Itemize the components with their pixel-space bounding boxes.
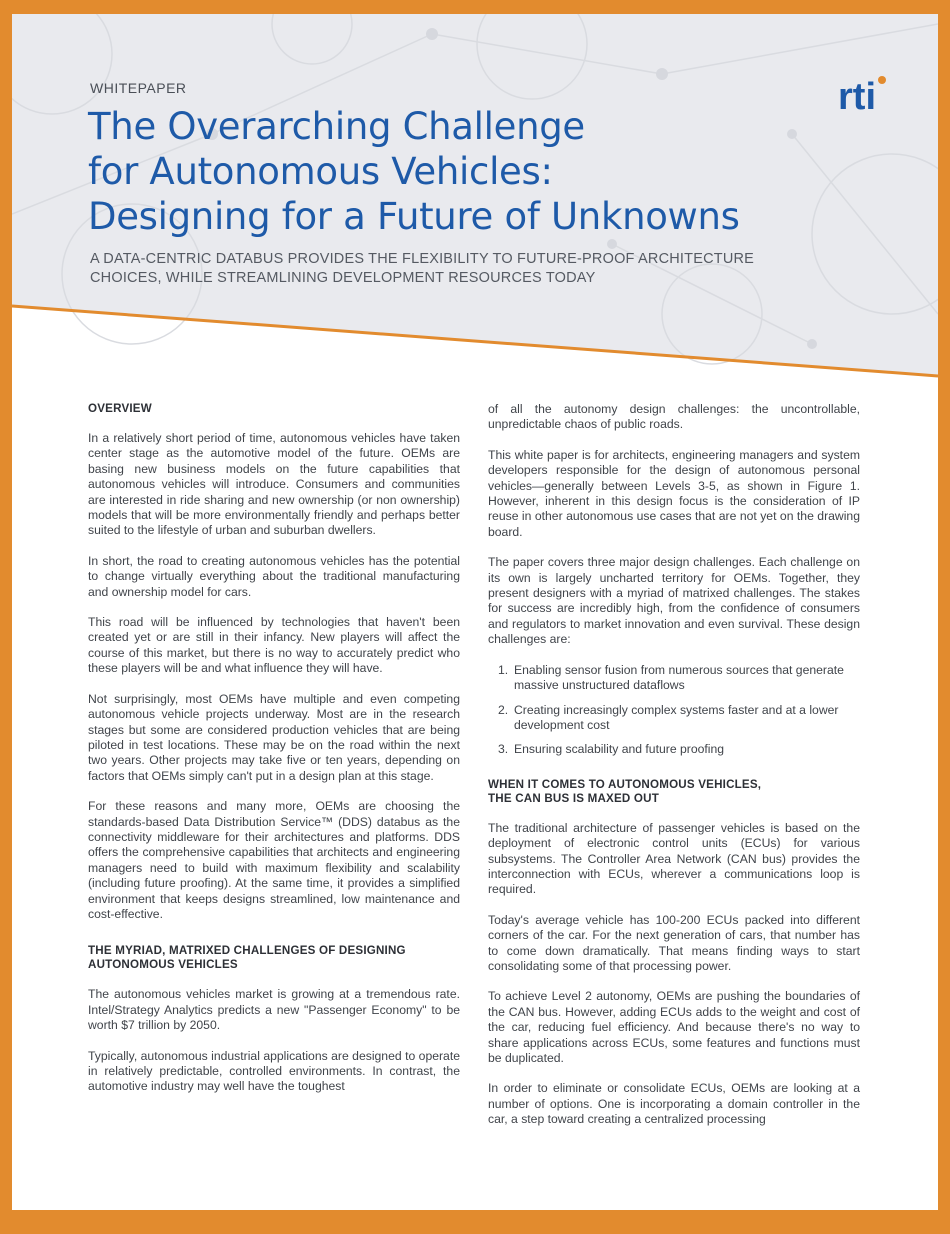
list-text: Ensuring scalability and future proofing (514, 742, 725, 757)
list-text: Enabling sensor fusion from numerous sources that generate massive unstructured dataflows (514, 662, 844, 693)
document-page (12, 14, 938, 1210)
paragraph: In a relatively short period of time, autonomous vehicles have taken center stage as the automotive model of the future. OEMs are basing new business models on the future capabilities that autonomous vehicles will introduce. Consumers and communities are interested in ride sharing and new ownership (or non ownership) models that will be more environmentally friendly and perhaps better suited to the lifestyle of urban and suburban dwellers. (88, 431, 460, 538)
title-line: Designing for a Future of Unknowns (88, 195, 740, 238)
doc-kicker: WHITEPAPER (90, 80, 187, 96)
paragraph: of all the autonomy design challenges: the uncontrollable, unpredictable chaos of public roads. (488, 402, 860, 432)
title-line: The Overarching Challenge (88, 105, 585, 148)
rti-logo (838, 76, 892, 121)
subtitle-line: CHOICES, WHILE STREAMLINING DEVELOPMENT RESOURCES TODAY (90, 270, 596, 286)
right-column (488, 402, 860, 1143)
paragraph: The autonomous vehicles market is growing at a tremendous rate. Intel/Strategy Analytics predicts a new "Passenger Economy" to be worth $7 trillion by 2050. (88, 987, 460, 1033)
paragraph: In short, the road to creating autonomous vehicles has the potential to change virtually everything about the traditional manufacturing and ownership model for cars. (88, 553, 460, 599)
can-heading (488, 778, 860, 806)
paragraph: Today's average vehicle has 100-200 ECUs packed into different corners of the car. For the next generation of cars, that number has to come down dramatically. That means finding ways to start consolidating some of that processing power. (488, 912, 860, 973)
paragraph: For these reasons and many more, OEMs are choosing the standards-based Data Distribution Service™ (DDS) databus as the connectivity middleware for their architectures and platforms. DDS offers the comprehensive capabilities that architects and engineering managers need to build with maximum flexibility and scalability (including future proofing). At the same time, it provides a simplified environment that keeps designs streamlined, low maintenance and cost-effective. (88, 799, 460, 921)
title-line: for Autonomous Vehicles: (88, 150, 553, 193)
list-item (498, 663, 860, 694)
paragraph: The paper covers three major design challenges. Each challenge on its own is largely uncharted territory for OEMs. Together, they present designers with a myriad of matrixed challenges. The stakes for success are incredibly high, from the confidence of consumers and regulators to market innovation and even survival. These design challenges are: (488, 555, 860, 647)
left-column (88, 402, 460, 1110)
paragraph: This white paper is for architects, engineering managers and system developers responsible for the design of autonomous personal vehicles—generally between Levels 3-5, as shown in Figure 1. However, inherent in this design focus is the consideration of IP reuse in other autonomous use cases that are not yet on the drawing board. (488, 447, 860, 539)
challenges-list (488, 663, 860, 758)
paragraph: Not surprisingly, most OEMs have multiple and even competing autonomous vehicle projects underway. Most are in the research stages but some are considered production vehicles that are being piloted in test locations. These may be on the road within the next two years. Other projects may take five or ten years, depending on factors that OEMs simply can't put in a design plan at this stage. (88, 691, 460, 783)
paragraph: To achieve Level 2 autonomy, OEMs are pushing the boundaries of the CAN bus. However, adding ECUs adds to the weight and cost of the car, reducing fuel efficiency. And because there's no way to share applications across ECUs, some features and functions must be duplicated. (488, 989, 860, 1065)
paragraph: This road will be influenced by technologies that haven't been created yet or are still in their infancy. New players will affect the course of this market, but there is no way to accurately predict who these players will be and what influence they will have. (88, 615, 460, 676)
list-number: 1. (498, 662, 509, 677)
paragraph: The traditional architecture of passenger vehicles is based on the deployment of electronic control units (ECUs) for various subsystems. The Controller Area Network (CAN bus) provides the interconnection with ECUs, wherever a communications loop is required. (488, 820, 860, 897)
logo-dot (878, 76, 886, 84)
page-title (88, 104, 888, 239)
myriad-heading: THE MYRIAD, MATRIXED CHALLENGES OF DESIGNING AUTONOMOUS VEHICLES (88, 944, 406, 972)
list-number: 3. (498, 742, 509, 757)
can-heading-line: WHEN IT COMES TO AUTONOMOUS VEHICLES, (488, 777, 762, 791)
subtitle-line: A DATA-CENTRIC DATABUS PROVIDES THE FLEXIBILITY TO FUTURE-PROOF ARCHITECTURE (90, 251, 755, 267)
paragraph: Typically, autonomous industrial applications are designed to operate in relatively predictable, controlled environments. In contrast, the automotive industry may well have the toughest (88, 1048, 460, 1094)
logo-text: rti (838, 76, 876, 116)
list-text: Creating increasingly complex systems faster and at a lower development cost (514, 702, 839, 732)
list-number: 2. (498, 702, 509, 717)
page-subtitle (90, 250, 850, 288)
paragraph: In order to eliminate or consolidate ECUs, OEMs are looking at a number of options. One is incorporating a domain controller in the car, a step toward creating a centralized processing (488, 1081, 860, 1127)
overview-heading: OVERVIEW (88, 402, 152, 415)
can-heading-line: THE CAN BUS IS MAXED OUT (488, 791, 659, 805)
list-item (498, 703, 860, 734)
list-item (498, 742, 860, 757)
